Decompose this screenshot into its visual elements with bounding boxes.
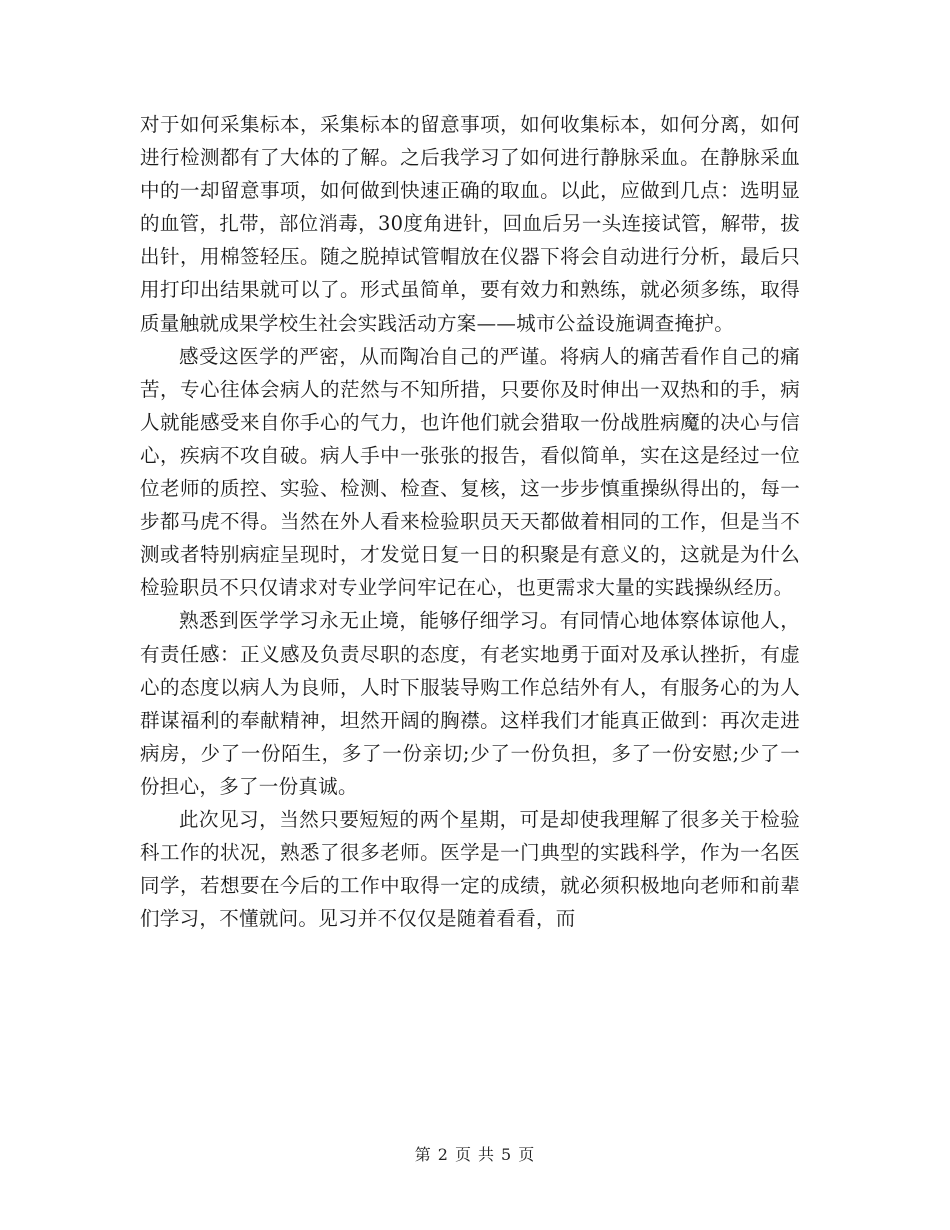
footer-suffix: 页: [518, 1145, 536, 1164]
paragraph-1: 对于如何采集标本，采集标本的留意事项，如何收集标本，如何分离，如何进行检测都有了大体的了解。之后我学习了如何进行静脉采血。在静脉采血中的一却留意事项，如何做到快速正确的取血。以此，应做到几点：选明显的血管，扎带，部位消毒，30度角进针，回血后另一头连接试管，解带，拔出针，用棉签轻压。随之脱掉试管帽放在仪器下将会自动进行分析，最后只用打印出结果就可以了。形式虽简单，要有效力和熟练，就必须多练，取得质量触就成果学校生社会实践活动方案——城市公益设施调查掩护。: [140, 113, 800, 335]
paragraph-2: 感受这医学的严密，从而陶冶自己的严谨。将病人的痛苦看作自己的痛苦，专心往体会病人的茫然与不知所措，只要你及时伸出一双热和的手，病人就能感受来自你手心的气力，也许他们就会猎取一份战胜病魔的决心与信心，疾病不攻自破。病人手中一张张的报告，看似简单，实在这是经过一位位老师的质控、实验、检测、检查、复核，这一步步慎重操纵得出的，每一步都马虎不得。当然在外人看来检验职员天天都做着相同的工作，但是当不测或者特别病症呈现时，才发觉日复一日的积聚是有意义的，这就是为什么检验职员不只仅请求对专业学问牢记在心，也更需求大量的实践操纵经历。: [140, 344, 800, 600]
page-footer: [0, 1143, 950, 1167]
footer-middle: 页 共: [454, 1145, 496, 1164]
footer-prefix: 第: [414, 1145, 432, 1164]
paragraph-3: 熟悉到医学学习永无止境，能够仔细学习。有同情心地体察体谅他人，有责任感：正义感及负责尽职的态度，有老实地勇于面对及承认挫折，有虚心的态度以病人为良师，人时下服装导购工作总结外有人，有服务心的为人群谋福利的奉献精神，坦然开阔的胸襟。这样我们才能真正做到：再次走进病房，少了一份陌生，多了一份亲切;少了一份负担，多了一份安慰;少了一份担心，多了一份真诚。: [140, 609, 800, 798]
total-pages-number: 5: [501, 1145, 513, 1164]
paragraph-4: 此次见习，当然只要短短的两个星期，可是却使我理解了很多关于检验科工作的状况，熟悉了很多老师。医学是一门典型的实践科学，作为一名医同学，若想要在今后的工作中取得一定的成绩，就必须积极地向老师和前辈们学习，不懂就问。见习并不仅仅是随着看看，而: [140, 807, 800, 931]
current-page-number: 2: [437, 1145, 449, 1164]
document-body: [140, 108, 800, 935]
